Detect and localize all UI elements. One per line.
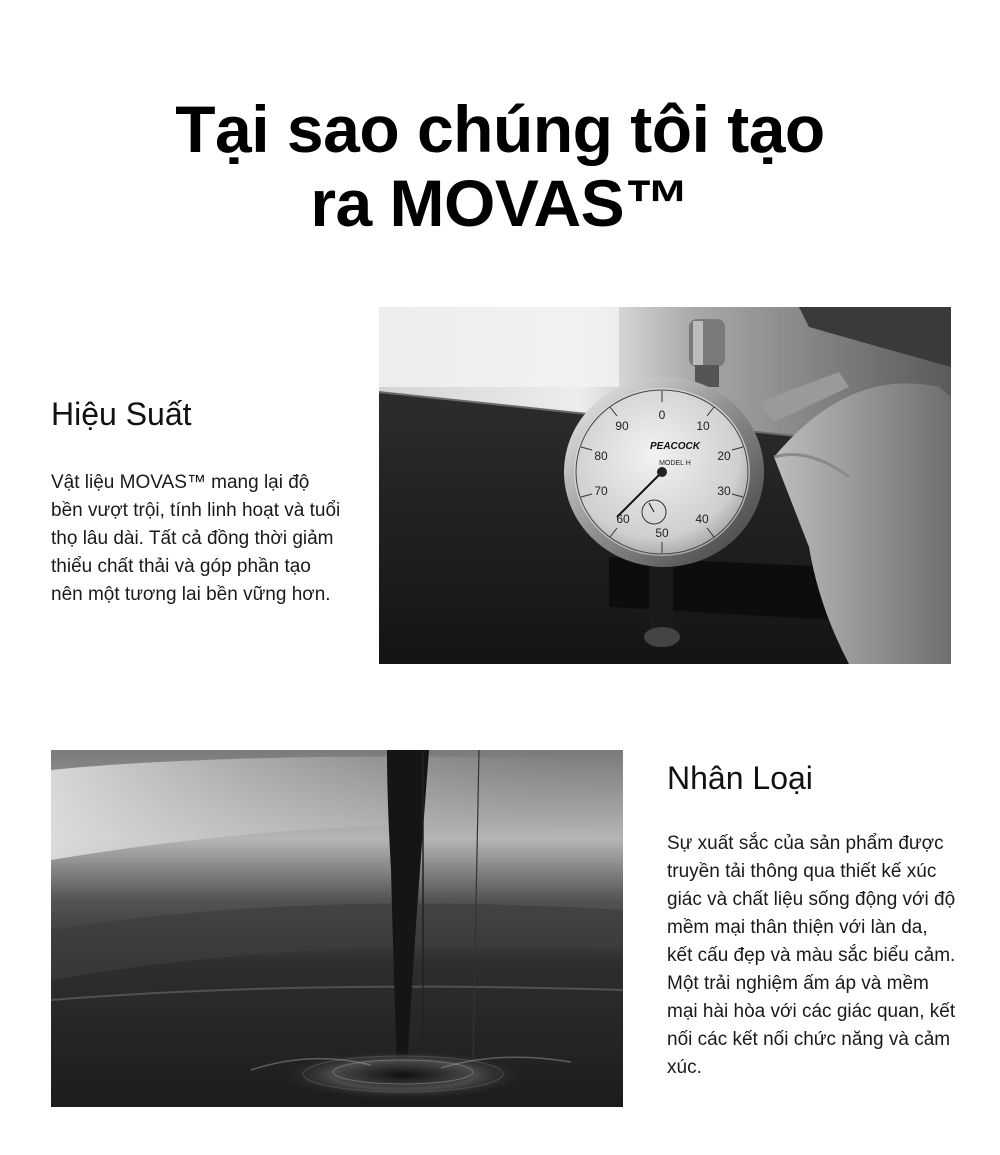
liquid-pour-illustration xyxy=(51,750,623,1107)
dial-number-60: 60 xyxy=(616,512,630,526)
liquid-pour-photo xyxy=(51,750,623,1107)
page-title-line-2: ra MOVAS™ xyxy=(310,166,690,240)
dial-number-50: 50 xyxy=(655,526,669,540)
page-title-line-1: Tại sao chúng tôi tạo xyxy=(175,92,825,166)
page-title xyxy=(0,92,1000,240)
gauge-model: MODEL H xyxy=(659,460,691,467)
humanity-heading: Nhân Loại xyxy=(667,760,813,796)
dial-number-40: 40 xyxy=(695,512,709,526)
dial-number-20: 20 xyxy=(717,449,731,463)
humanity-body: Sự xuất sắc của sản phẩm được truyền tải thông qua thiết kế xúc giác và chất liệu sống động với độ mềm mại thân thiện với làn da, kết cấu đẹp và màu sắc biểu cảm. Một trải nghiệm ấm áp và mềm mại hài hòa với các giác quan, kết nối các kết nối chức năng và cảm xúc. xyxy=(667,833,956,1078)
dial-number-30: 30 xyxy=(717,484,731,498)
dial-number-0: 0 xyxy=(658,408,666,422)
dial-number-90: 90 xyxy=(615,419,629,433)
dial-number-10: 10 xyxy=(696,419,710,433)
dial-number-70: 70 xyxy=(594,484,608,498)
dial-gauge-photo xyxy=(379,307,951,664)
performance-body: Vật liệu MOVAS™ mang lại độ bền vượt trội, tính linh hoạt và tuổi thọ lâu dài. Tất cả đồng thời giảm thiểu chất thải và góp phần tạo nên một tương lai bền vững hơn. xyxy=(51,472,341,605)
dial-gauge-illustration xyxy=(379,307,951,664)
dial-number-80: 80 xyxy=(594,449,608,463)
performance-heading: Hiệu Suất xyxy=(51,396,192,432)
gauge-brand: PEACOCK xyxy=(649,441,701,452)
